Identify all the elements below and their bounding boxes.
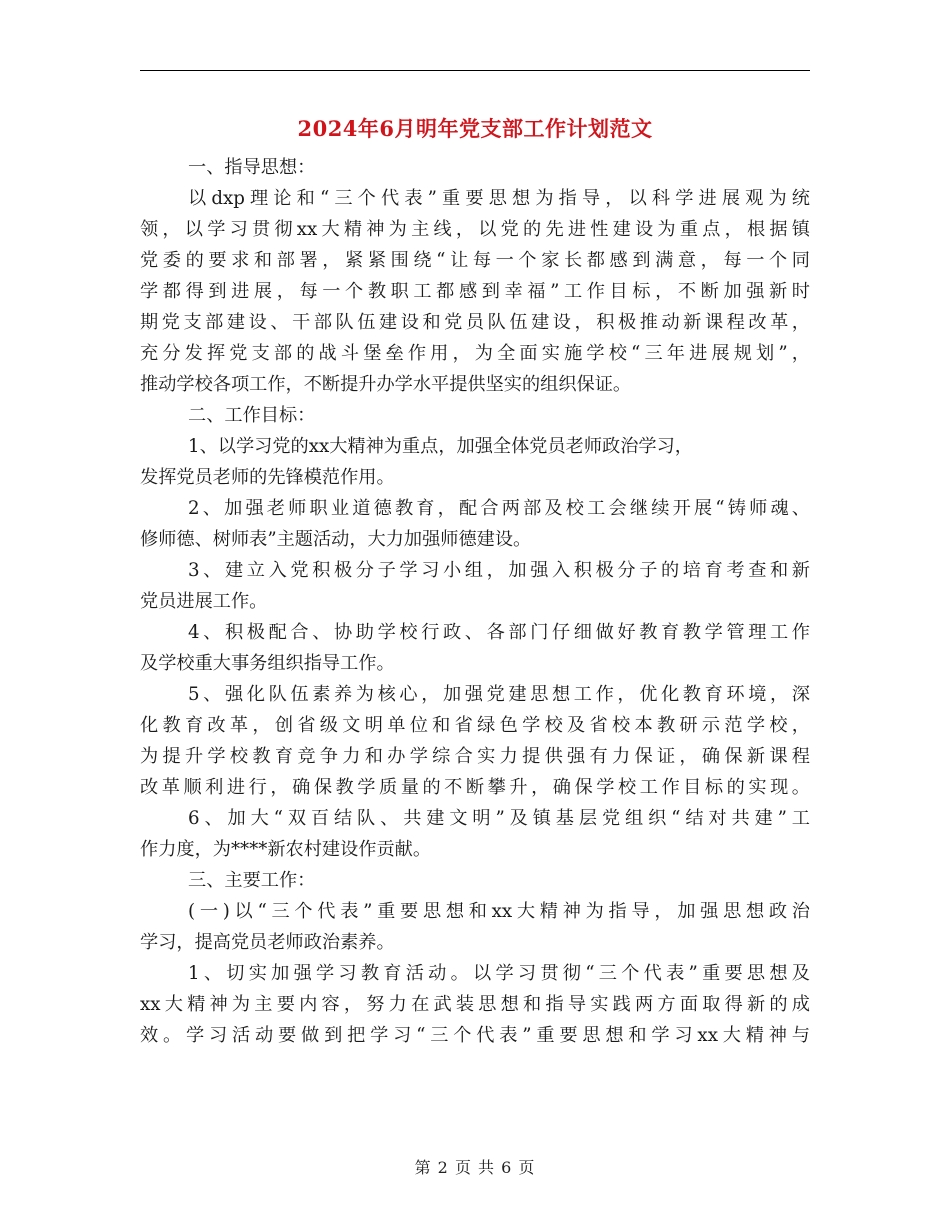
text-line: xx大精神为主要内容，努力在武装思想和指导实践两方面取得新的成 (140, 994, 810, 1015)
text-line: 领，以学习贯彻xx大精神为主线，以党的先进性建设为重点，根据镇 (140, 219, 810, 240)
text-line: 作力度，为****新农村建设作贡献。 (140, 839, 432, 860)
text-line: (一)以“三个代表”重要思想和xx大精神为指导，加强思想政治 (188, 901, 810, 922)
text-line: 期党支部建设、干部队伍建设和党员队伍建设，积极推动新课程改革， (140, 312, 810, 333)
text-line: 修师德、树师表”主题活动，大力加强师德建设。 (140, 529, 532, 550)
text-line: 1、切实加强学习教育活动。以学习贯彻“三个代表”重要思想及 (188, 963, 810, 984)
text-line: 党员进展工作。 (140, 591, 268, 612)
text-line: 化教育改革，创省级文明单位和省绿色学校及省校本教研示范学校， (140, 715, 810, 736)
text-line: 改革顺利进行，确保教学质量的不断攀升，确保学校工作目标的实现。 (140, 777, 810, 798)
header-rule (140, 70, 810, 71)
text-line: 4、积极配合、协助学校行政、各部门仔细做好教育教学管理工作 (188, 622, 810, 643)
text-line: 1、以学习党的xx大精神为重点，加强全体党员老师政治学习， (188, 436, 693, 457)
text-line: 为提升学校教育竞争力和办学综合实力提供强有力保证，确保新课程 (140, 746, 810, 767)
text-line: 发挥党员老师的先锋模范作用。 (140, 467, 395, 488)
text-line: 一、指导思想： (188, 157, 316, 178)
text-line: 6、加大“双百结队、共建文明”及镇基层党组织“结对共建”工 (188, 808, 810, 829)
text-line: 三、主要工作： (188, 870, 316, 891)
text-line: 效。学习活动要做到把学习“三个代表”重要思想和学习xx大精神与 (140, 1025, 810, 1046)
text-line: 学都得到进展，每一个教职工都感到幸福”工作目标，不断加强新时 (140, 281, 810, 302)
text-line: 3、建立入党积极分子学习小组，加强入积极分子的培育考查和新 (188, 560, 810, 581)
text-line: 5、强化队伍素养为核心，加强党建思想工作，优化教育环境，深 (188, 684, 810, 705)
text-line: 2、加强老师职业道德教育，配合两部及校工会继续开展“铸师魂、 (188, 498, 810, 519)
text-line: 党委的要求和部署，紧紧围绕“让每一个家长都感到满意，每一个同 (140, 250, 810, 271)
document-title: 2024年6月明年党支部工作计划范文 (297, 116, 653, 141)
document-body (140, 152, 810, 1051)
text-line: 二、工作目标： (188, 405, 316, 426)
text-line: 推动学校各项工作，不断提升办学水平提供坚实的组织保证。 (140, 374, 632, 395)
text-line: 及学校重大事务组织指导工作。 (140, 653, 395, 674)
text-line: 学习，提高党员老师政治素养。 (140, 932, 395, 953)
text-line: 以dxp理论和“三个代表”重要思想为指导，以科学进展观为统 (188, 188, 810, 209)
page-footer: 第 2 页 共 6 页 (414, 1158, 536, 1177)
text-line: 充分发挥党支部的战斗堡垒作用，为全面实施学校“三年进展规划”， (140, 343, 810, 364)
